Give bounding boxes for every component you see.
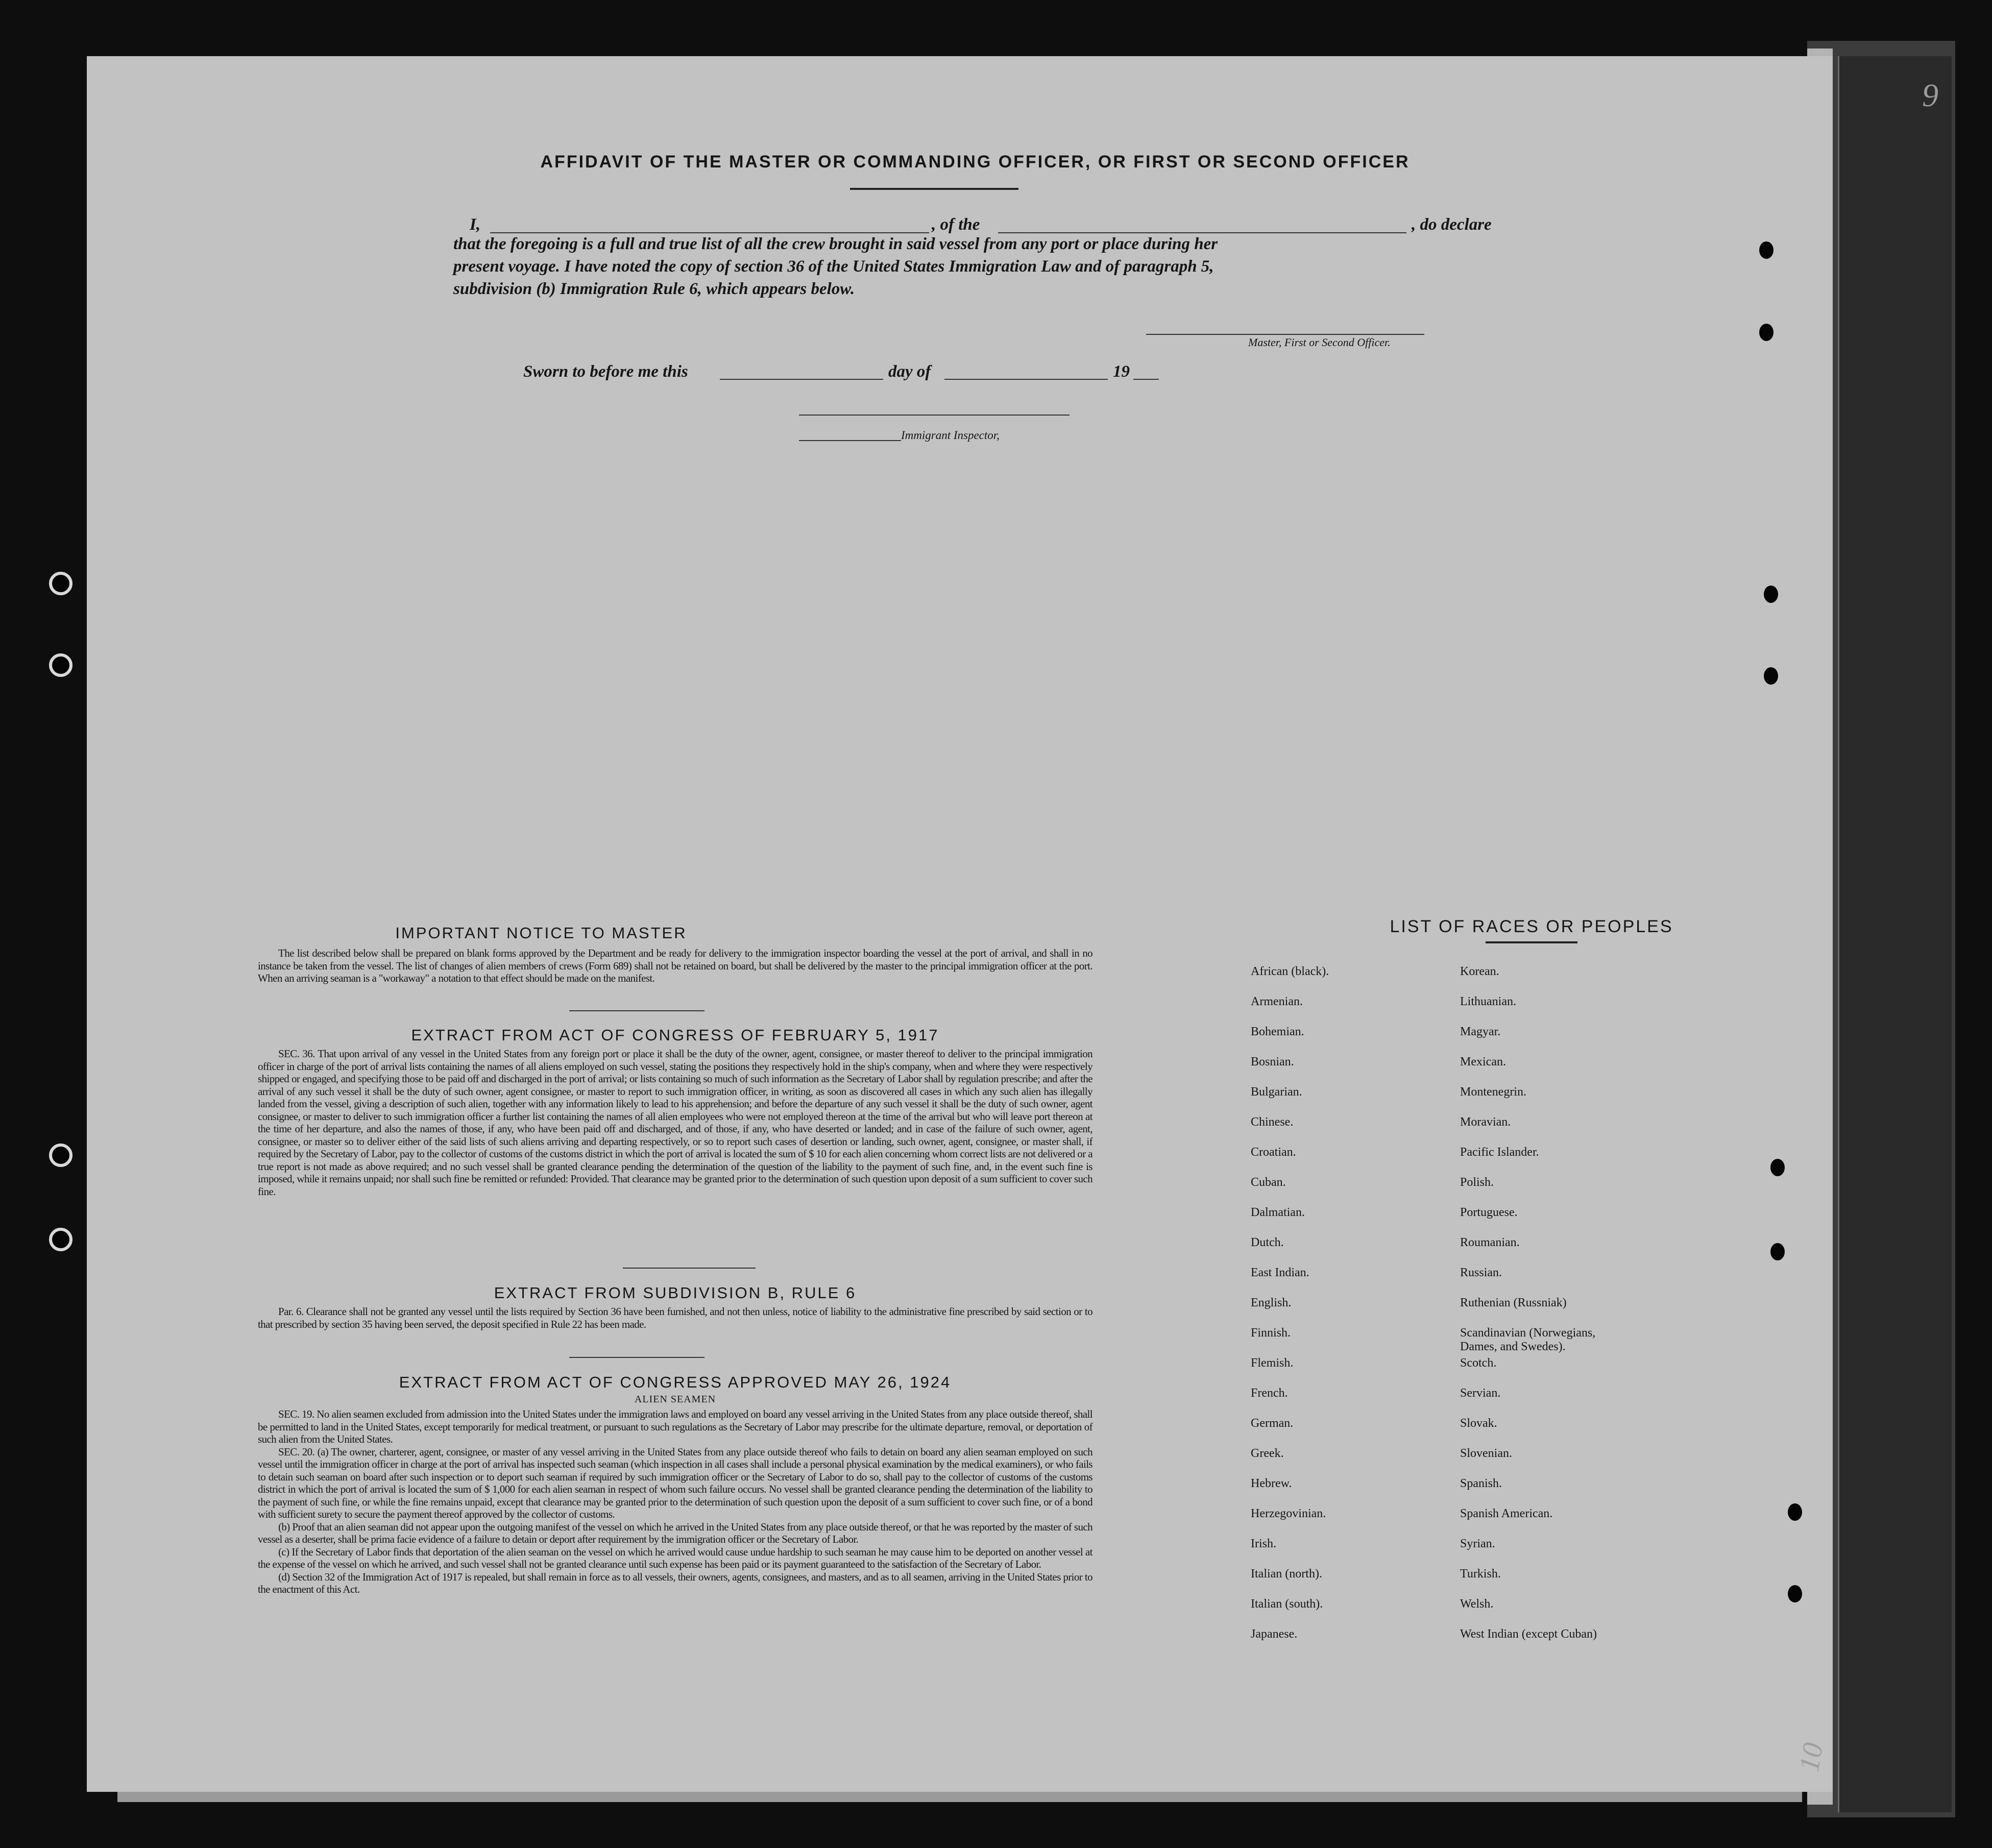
race-item: Italian (south). [1251, 1597, 1323, 1611]
affidavit-line-4: subdivision (b) Immigration Rule 6, which appears below. [453, 280, 855, 298]
sec-20a-text: SEC. 20. (a) The owner, charterer, agent, consignee, or master of any vessel arriving in the United States from any place outside thereof who fails to detain on board any alien seaman employed on such vessel until the immigration officer in charge at the port of arrival has inspected such seaman (which inspection in all cases shall include a personal physical examination by the medical examiners), or who fails to detain such seaman on board after such inspection or to deport such seaman if required by such immigration officer or the Secretary of Labor to do so, shall pay to the collector of customs of the customs district in which the port of arrival is located the sum of $ 1,000 for each alien seaman in respect of whom such failure occurs. No vessel shall be granted clearance pending the determination of the liability to the payment of such fine, or while the fine remains unpaid, except that clearance may be granted prior to the determination of such question upon the deposit of a sum sufficient to cover such fine, or of a bond with sufficient surety to secure the payment thereof approved by the collector of customs. [258, 1445, 1092, 1520]
race-item: Bulgarian. [1251, 1085, 1302, 1099]
signature-line [1146, 334, 1424, 335]
sec-20c-text: (c) If the Secretary of Labor finds that deportation of the alien seaman on the vessel on which he arrived would cause undue hardship to such seaman he may cause him to be deported on another vessel at the expense of the vessel on which he arrived, and such vessel shall not be granted clearance until such expense has been paid or its payment guaranteed to the satisfaction of the Secretary of Labor. [258, 1545, 1092, 1570]
vessel-line [998, 232, 1406, 233]
extract-rule6-text: Par. 6. Clearance shall not be granted any vessel until the lists required by Section 36 have been furnished, and not then unless, notice of liability to the administrative fine prescribed by said section or to that prescribed by section 35 having been served, the deposit specified in Rule 22 has been made. [258, 1305, 1092, 1330]
sworn-year-line [1133, 379, 1159, 380]
affidavit-of-the: , of the [932, 215, 980, 234]
race-item: Lithuanian. [1460, 995, 1516, 1008]
extract-1917-text: SEC. 36. That upon arrival of any vessel in the United States from any foreign port or place it shall be the duty of the owner, agent, consignee, or master thereof to deliver to the principal immigration officer in charge of the port of arrival lists containing the names of all aliens employed on such vessel, stating the positions they respectively hold in the ship's company, when and where they were respectively shipped or engaged, and specifying those to be paid off and discharged in the port of arrival; or lists containing so much of such information as the Secretary of Labor shall by regulation prescribe; and after the arrival of any such vessel it shall be the duty of such owner, agent consignee, or master to report to such immigration officer, in writing, as soon as discovered all cases in which any such alien has illegally landed from the vessel, giving a description of such alien, together with any information likely to lead to his apprehension; and before the departure of any such vessel it shall be the duty of such owner, agent consignee, or master to deliver to such immigration officer a further list containing the names of all alien employees who were not employed thereon at the time of the arrival but who will leave port thereon at the time of her departure, and also the names of those, if any, who have been paid off and discharged, and of those, if any, who have deserted or landed; and in case of the failure of such owner, agent, consignee, or master so to deliver either of the said lists of such aliens arriving and departing respectively, or so to report such cases of desertion or landing, such owner, agent, consignee, or master shall, if required by the Secretary of Labor, pay to the collector of customs of the customs district in which the port of arrival is located the sum of $ 10 for each alien concerning whom correct lists are not delivered or a true report is not made as above required; and no such vessel shall be granted clearance pending the determination of the question of the liability to the payment of such fine, and, in the event such fine is imposed, while it remains unpaid; nor shall such fine be remitted or refunded: Provided. That clearance may be granted prior to the determination of such question upon deposit of a sum sufficient to cover such fine. [258, 1048, 1092, 1198]
race-item: Chinese. [1251, 1115, 1294, 1129]
extract-1924-title: EXTRACT FROM ACT OF CONGRESS APPROVED MAY 26, 1924 [399, 1373, 952, 1391]
inspector-line [799, 440, 901, 441]
race-item: West Indian (except Cuban) [1460, 1627, 1597, 1641]
race-item: Syrian. [1460, 1537, 1495, 1550]
title-underline [850, 188, 1018, 190]
race-item: Turkish. [1460, 1567, 1501, 1580]
affidavit-i: I, [470, 215, 481, 234]
race-item: Spanish. [1460, 1477, 1502, 1490]
sworn-month-line [944, 379, 1108, 380]
extract-1917-divider [623, 1268, 756, 1269]
race-item: French. [1251, 1387, 1288, 1400]
race-item: Moravian. [1460, 1115, 1511, 1129]
race-item: Pacific Islander. [1460, 1146, 1539, 1159]
name-line [490, 232, 929, 233]
extract-1924-body [258, 1408, 1092, 1596]
extract-1924-subtitle: ALIEN SEAMEN [634, 1394, 716, 1405]
race-item: Montenegrin. [1460, 1085, 1526, 1099]
race-item: Roumanian. [1460, 1236, 1520, 1249]
race-item: Bosnian. [1251, 1055, 1294, 1068]
race-item: African (black). [1251, 965, 1329, 978]
race-item: Slovak. [1460, 1417, 1497, 1430]
race-item: Polish. [1460, 1176, 1494, 1189]
race-item: Magyar. [1460, 1025, 1501, 1038]
binder-hole [1764, 667, 1778, 685]
race-item: Finnish. [1251, 1326, 1291, 1340]
sec-19-text: SEC. 19. No alien seamen excluded from admission into the United States under the immigration laws and employed on board any vessel arriving in the United States from any place outside thereof, shall be permitted to land in the United States, except temporarily for medical treatment, or pursuant to such regulations as the Secretary of Labor may prescribe for the ultimate departure, removal, or deportation of such alien from the United States. [258, 1408, 1092, 1445]
notice-title: IMPORTANT NOTICE TO MASTER [395, 924, 687, 942]
binder-hole [1770, 1159, 1785, 1176]
margin-mark-bottom: 10 [1793, 1740, 1830, 1774]
binder-hole [1759, 324, 1774, 341]
binder-hole [49, 1228, 72, 1251]
race-item: Ruthenian (Russniak) [1460, 1296, 1567, 1309]
binder-hole [49, 1144, 72, 1167]
binder-hole [1770, 1243, 1785, 1260]
race-item: English. [1251, 1296, 1292, 1309]
race-item: Greek. [1251, 1447, 1284, 1460]
races-title-underline [1486, 941, 1577, 943]
sec-20d-text: (d) Section 32 of the Immigration Act of 1917 is repealed, but shall remain in force as to all vessels, their owners, agents, consignees, and masters, and as to all seamen, arriving in the United States prior to the enactment of this Act. [258, 1570, 1092, 1595]
binder-hole [1788, 1503, 1802, 1521]
race-item: Dutch. [1251, 1236, 1284, 1249]
race-item: Croatian. [1251, 1146, 1296, 1159]
document-page [87, 56, 1833, 1792]
race-item: Scotch. [1460, 1356, 1497, 1370]
inspector-label: Immigrant Inspector, [901, 429, 1000, 442]
race-item: Mexican. [1460, 1055, 1506, 1068]
race-item: Russian. [1460, 1266, 1502, 1279]
extract-1917-body [258, 1048, 1092, 1198]
race-item: Servian. [1460, 1387, 1501, 1400]
binder-hole [1788, 1585, 1802, 1602]
race-item: Portuguese. [1460, 1206, 1518, 1219]
margin-mark-top: 9 [1922, 77, 1938, 113]
race-item: Armenian. [1251, 995, 1303, 1008]
binder-hole [1759, 241, 1774, 259]
binder-hole [49, 653, 72, 677]
affidavit-declare: , do declare [1412, 215, 1492, 234]
inspector-line-top [799, 415, 1070, 416]
sworn-day-line [720, 379, 883, 380]
race-item: Flemish. [1251, 1356, 1294, 1370]
race-item: East Indian. [1251, 1266, 1309, 1279]
race-item: Dames, and Swedes). [1460, 1340, 1566, 1353]
race-item: Irish. [1251, 1537, 1276, 1550]
race-item: German. [1251, 1417, 1294, 1430]
races-title: LIST OF RACES OR PEOPLES [1390, 917, 1673, 936]
sworn-text: Sworn to before me this [523, 362, 688, 381]
affidavit-line-3: present voyage. I have noted the copy of section 36 of the United States Immigration Law and of paragraph 5, [453, 257, 1214, 276]
notice-divider [569, 1010, 705, 1011]
extract-rule6-title: EXTRACT FROM SUBDIVISION B, RULE 6 [494, 1284, 857, 1302]
sec-20b-text: (b) Proof that an alien seaman did not appear upon the outgoing manifest of the vessel on which he arrived in the United States from any place outside thereof, or that he was reported by the master of such vessel as a deserter, shall be prima facie evidence of a failure to detain or deport after requirement by the immigration officer or the Secretary of Labor. [258, 1520, 1092, 1545]
extract-1917-title: EXTRACT FROM ACT OF CONGRESS OF FEBRUARY 5, 1917 [411, 1026, 939, 1044]
binder-hole [49, 572, 72, 595]
back-sheet-edge [1838, 56, 1952, 1812]
extract-rule6-divider [569, 1357, 705, 1358]
signature-label: Master, First or Second Officer. [1248, 336, 1391, 349]
race-item: Japanese. [1251, 1627, 1298, 1641]
race-item: Cuban. [1251, 1176, 1286, 1189]
race-item: Italian (north). [1251, 1567, 1322, 1580]
race-item: Slovenian. [1460, 1447, 1512, 1460]
sworn-day-of: day of [888, 362, 931, 381]
race-item: Bohemian. [1251, 1025, 1304, 1038]
affidavit-line-2: that the foregoing is a full and true list of all the crew brought in said vessel from any port or place during her [453, 235, 1218, 253]
race-item: Korean. [1460, 965, 1499, 978]
race-item: Hebrew. [1251, 1477, 1292, 1490]
notice-text: The list described below shall be prepared on blank forms approved by the Department and be ready for delivery to the immigration inspector boarding the vessel at the port of arrival, and shall in no instance be taken from the vessel. The list of changes of alien members of crews (Form 689) shall not be retained on board, but shall be delivered by the master to the principal immigration officer at the port. When an arriving seaman is a "workaway" a notation to that effect should be made on the manifest. [258, 947, 1092, 984]
race-item: Dalmatian. [1251, 1206, 1305, 1219]
race-item: Spanish American. [1460, 1507, 1553, 1520]
race-item: Herzegovinian. [1251, 1507, 1326, 1520]
sworn-year: 19 [1113, 362, 1130, 381]
binder-hole [1764, 586, 1778, 603]
extract-rule6-body [258, 1305, 1092, 1330]
race-item: Scandinavian (Norwegians, [1460, 1326, 1596, 1340]
affidavit-title: AFFIDAVIT OF THE MASTER OR COMMANDING OFFICER, OR FIRST OR SECOND OFFICER [540, 152, 1410, 172]
notice-body [258, 947, 1092, 985]
race-item: Welsh. [1460, 1597, 1494, 1611]
